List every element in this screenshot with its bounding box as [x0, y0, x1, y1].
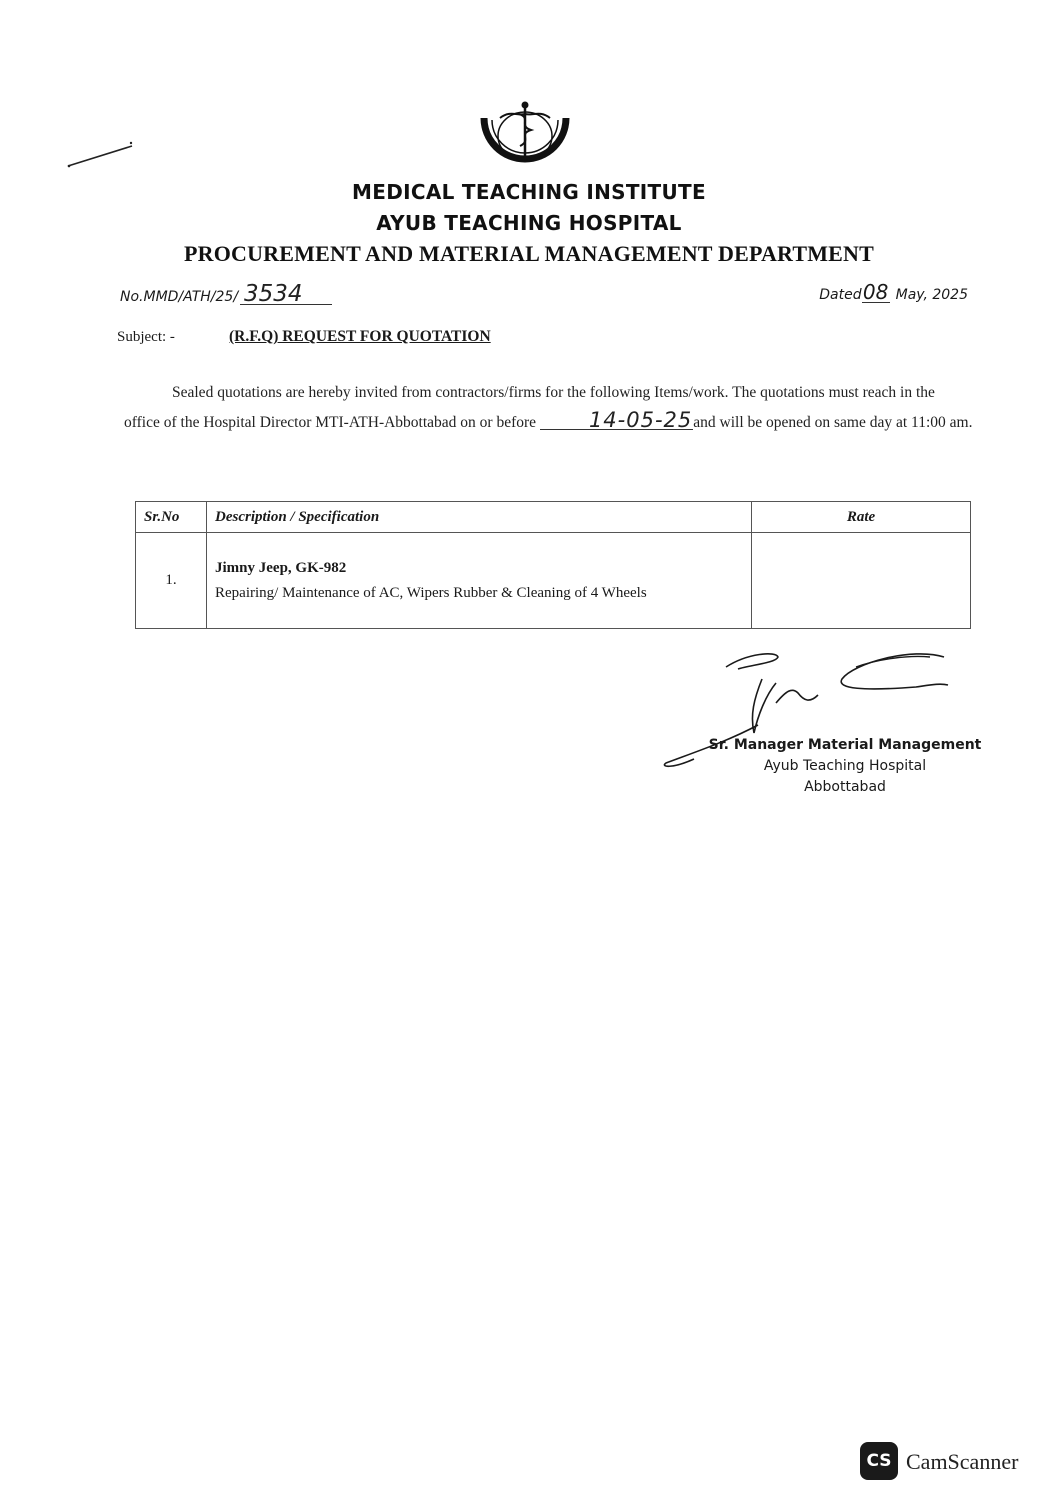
- reference-prefix: No.MMD/ATH/25/: [120, 289, 239, 305]
- signatory-city: Abbottabad: [804, 779, 886, 795]
- hospital-name: AYUB TEACHING HOSPITAL: [376, 211, 682, 235]
- row-description: [207, 533, 752, 629]
- table-header-row: [136, 502, 971, 533]
- reference-number: [120, 281, 332, 307]
- camscanner-watermark-text: CamScanner: [906, 1449, 1019, 1474]
- item-title: Jimny Jeep, GK-982: [215, 559, 347, 576]
- item-description: Repairing/ Maintenance of AC, Wipers Rubber & Cleaning of 4 Wheels: [215, 584, 647, 601]
- date-handwritten-day: 08: [862, 280, 889, 304]
- row-rate: [752, 533, 971, 629]
- date-month-year: May, 2025: [895, 287, 968, 303]
- date-prefix: Dated: [819, 287, 862, 303]
- row-sr-no: 1.: [136, 533, 207, 629]
- reference-handwritten-number: 3534: [240, 284, 332, 305]
- institute-name: MEDICAL TEACHING INSTITUTE: [352, 180, 706, 204]
- header-description: Description / Specification: [207, 502, 752, 533]
- subject-title: (R.F.Q) REQUEST FOR QUOTATION: [229, 328, 491, 345]
- pen-stroke-mark: [64, 138, 140, 172]
- letter-date: [819, 282, 968, 303]
- items-table: [135, 501, 971, 629]
- camscanner-logo-icon: CS: [860, 1442, 898, 1480]
- body-paragraph: [124, 378, 974, 438]
- subject-label: Subject: -: [117, 329, 175, 345]
- body-text-before-date: Sealed quotations are hereby invited from contractors/firms for the following Items/work. The quotations must reach in the office of the Hospital Director MTI-ATH-Abbottabad on or before: [124, 384, 935, 431]
- table-row: [136, 533, 971, 629]
- body-text-after-date: and will be opened on same day at 11:00 am.: [693, 414, 973, 431]
- header-rate: Rate: [752, 502, 971, 533]
- signatory-organization: Ayub Teaching Hospital: [763, 758, 927, 774]
- deadline-handwritten-date: 14-05-25: [540, 411, 693, 430]
- hospital-logo: [470, 96, 580, 188]
- header-sr-no: Sr.No: [136, 502, 207, 533]
- department-name: PROCUREMENT AND MATERIAL MANAGEMENT DEPARTMENT: [183, 241, 875, 266]
- signatory-block: [690, 735, 1000, 798]
- signatory-title: Sr. Manager Material Management: [708, 737, 982, 753]
